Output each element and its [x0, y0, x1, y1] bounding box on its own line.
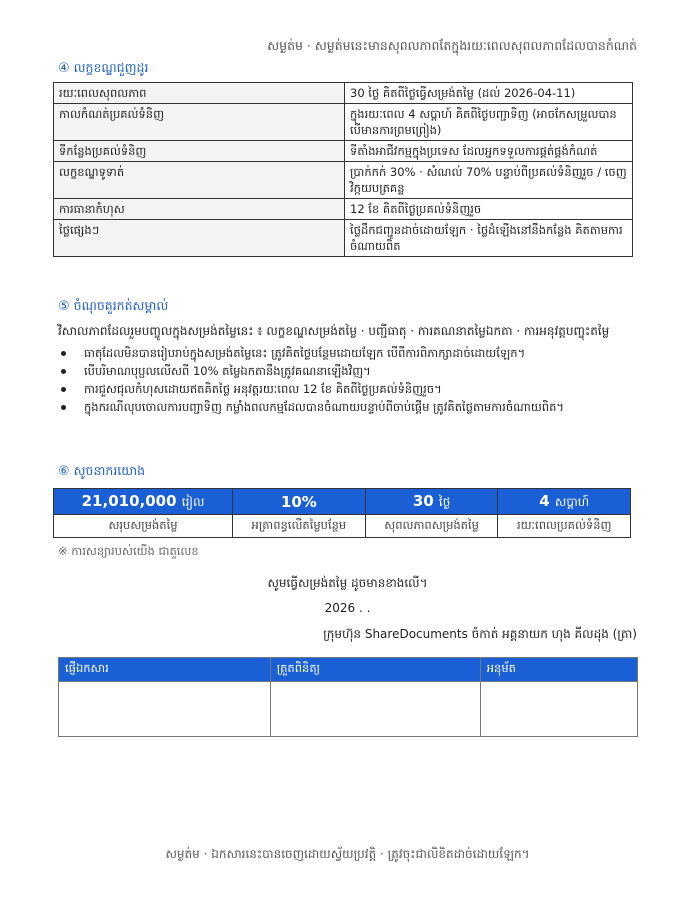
notes-intro: វិសាលភាពដែលរួមបញ្ចូលក្នុងសម្រង់តម្លៃនេះ ៖ លក្ខខណ្ឌសម្រង់តម្លៃ · បញ្ជីធាតុ · ការគណនាតម្លៃឯកតា · ការអនុវត្តបញ្ចុះតម្លៃ — [58, 324, 610, 338]
approval-header-row — [59, 658, 638, 682]
request-line: សូមធ្វើសម្រង់តម្លៃ ដូចមានខាងលើ។ — [267, 576, 428, 590]
confidential-note: សម្ងត់ម · សម្ងត់មនេះមានសុពលភាពតែក្នុងរយៈពេលសុពលភាពដែលបានកំណត់ — [267, 38, 637, 53]
section-title: លក្ខខណ្ឌជួញដូរ — [73, 60, 149, 75]
signature-cell — [59, 682, 271, 737]
list-item: បើបរិមាណបុប្ផលលើសពី 10% តម្លៃឯកតានឹងត្រូវគណនាឡើងវិញ។ — [58, 363, 638, 379]
term-value: ថ្លៃដឹកជញ្ជូនដាច់ដោយឡែក · ថ្លៃដំឡើងនៅនឹងកន្លែង គិតតាមការចំណាយពិត — [345, 220, 633, 257]
summary-unit: ថ្ងៃ — [438, 494, 451, 509]
table-row — [54, 104, 633, 141]
summary-label: រយៈពេលប្រគល់ទំនិញ — [498, 515, 631, 538]
signature-cell — [480, 682, 637, 737]
approval-header: ត្រួតពិនិត្យ — [270, 658, 480, 682]
list-item: ធាតុដែលមិនបានរៀបរាប់ក្នុងសម្រង់តម្លៃនេះ ត្រូវគិតថ្លៃបន្ថែមដោយឡែក បើពីការពិភាក្សាដាច់ដោយឡែក។ — [58, 345, 638, 361]
table-row — [54, 83, 633, 104]
term-label: ទីកន្លែងប្រគល់ទំនិញ — [54, 141, 345, 162]
table-row — [54, 220, 633, 257]
term-label: ថ្លៃផ្សេងៗ — [54, 220, 345, 257]
section-number: ⑥ — [58, 464, 70, 479]
table-row — [54, 199, 633, 220]
term-value: 12 ខែ គិតពីថ្ងៃប្រគល់ទំនិញរួច — [345, 199, 633, 220]
trade-terms-table — [53, 82, 633, 257]
term-value: ក្នុងរយៈពេល 4 សប្តាហ៍ គិតពីថ្ងៃបញ្ជាទិញ (អាចកែសម្រួលបាន បើមានការព្រមព្រៀង) — [345, 104, 633, 141]
summary-value — [365, 489, 498, 515]
date-line: 2026 . . — [324, 601, 371, 615]
summary-unit: រៀល — [181, 494, 205, 509]
approval-signature-row — [59, 682, 638, 737]
summary-number: 4 — [539, 491, 550, 510]
company-signature-line: ក្រុមហ៊ុន ShareDocuments ចំកាត់ អគ្គនាយក ហុង គីលដុង (ត្រា) — [323, 627, 637, 641]
section-heading-trade-terms — [58, 60, 148, 79]
table-row — [54, 141, 633, 162]
summary-label: សរុបសម្រង់តម្លៃ — [54, 515, 233, 538]
approval-header: ផ្ញើឯកសារ — [59, 658, 271, 682]
summary-labels-row — [54, 515, 631, 538]
notes-list — [58, 345, 638, 417]
summary-value — [498, 489, 631, 515]
section-number: ④ — [58, 61, 70, 76]
summary-number: 10% — [280, 492, 317, 511]
term-value: ទីតាំងអាជីវកម្មក្នុងប្រទេស ដែលអ្នកទទួលការផ្គត់ផ្គង់កំណត់ — [345, 141, 633, 162]
term-label: កាលកំណត់ប្រគល់ទំនិញ — [54, 104, 345, 141]
summary-values-row — [54, 489, 631, 515]
signature-cell — [270, 682, 480, 737]
section-heading-notes — [58, 298, 168, 317]
summary-label: សុពលភាពសម្រង់តម្លៃ — [365, 515, 498, 538]
term-label: ការធានាកំហុស — [54, 199, 345, 220]
summary-number: 30 — [412, 491, 434, 510]
approval-table — [58, 657, 638, 737]
summary-label: អត្រាពន្ធលើតម្លៃបន្ថែម — [233, 515, 366, 538]
term-label: រយៈពេលសុពលភាព — [54, 83, 345, 104]
section-title: សូចនាករយោង — [73, 463, 146, 478]
section-heading-indicators — [58, 463, 145, 482]
table-row — [54, 162, 633, 199]
summary-table — [53, 488, 631, 538]
list-item: ការជួសជុលកំហុសដោយឥតគិតថ្លៃ អនុវត្តរយៈពេល 12 ខែ គិតពីថ្ងៃប្រគល់ទំនិញរួច។ — [58, 381, 638, 397]
term-value: ប្រាក់កក់ 30% · សំណល់ 70% បន្ទាប់ពីប្រគល់ទំនិញរួច / ចេញវិក្កយបត្រគន្ល — [345, 162, 633, 199]
term-value: 30 ថ្ងៃ គិតពីថ្ងៃធ្វើសម្រង់តម្លៃ (ដល់ 2026-04-11) — [345, 83, 633, 104]
bottom-note: សម្ងត់ម · ឯកសារនេះបានចេញដោយស្វ័យប្រវត្តិ · ត្រូវចុះជាលិខិតដាច់ដោយឡែក។ — [165, 847, 530, 861]
summary-value — [54, 489, 233, 515]
approval-header: អនុម័ត — [480, 658, 637, 682]
list-item: ក្នុងករណីលុបចោលការបញ្ជាទិញ កម្លាំងពលកម្មដែលបានចំណាយបន្ទាប់ពីចាប់ផ្តើម ត្រូវគិតថ្លៃតាមការចំណាយពិត។ — [58, 399, 638, 415]
term-label: លក្ខខណ្ឌទូទាត់ — [54, 162, 345, 199]
summary-value — [233, 489, 366, 515]
section-number: ⑤ — [58, 299, 70, 314]
summary-number: 21,010,000 — [81, 491, 177, 510]
footnote: ※ ការសន្យារបស់យើង ជាតួលេខ — [58, 544, 199, 558]
summary-unit: សប្តាហ៍ — [554, 494, 590, 509]
section-title: ចំណុចគួរកត់សម្គាល់ — [73, 298, 169, 313]
